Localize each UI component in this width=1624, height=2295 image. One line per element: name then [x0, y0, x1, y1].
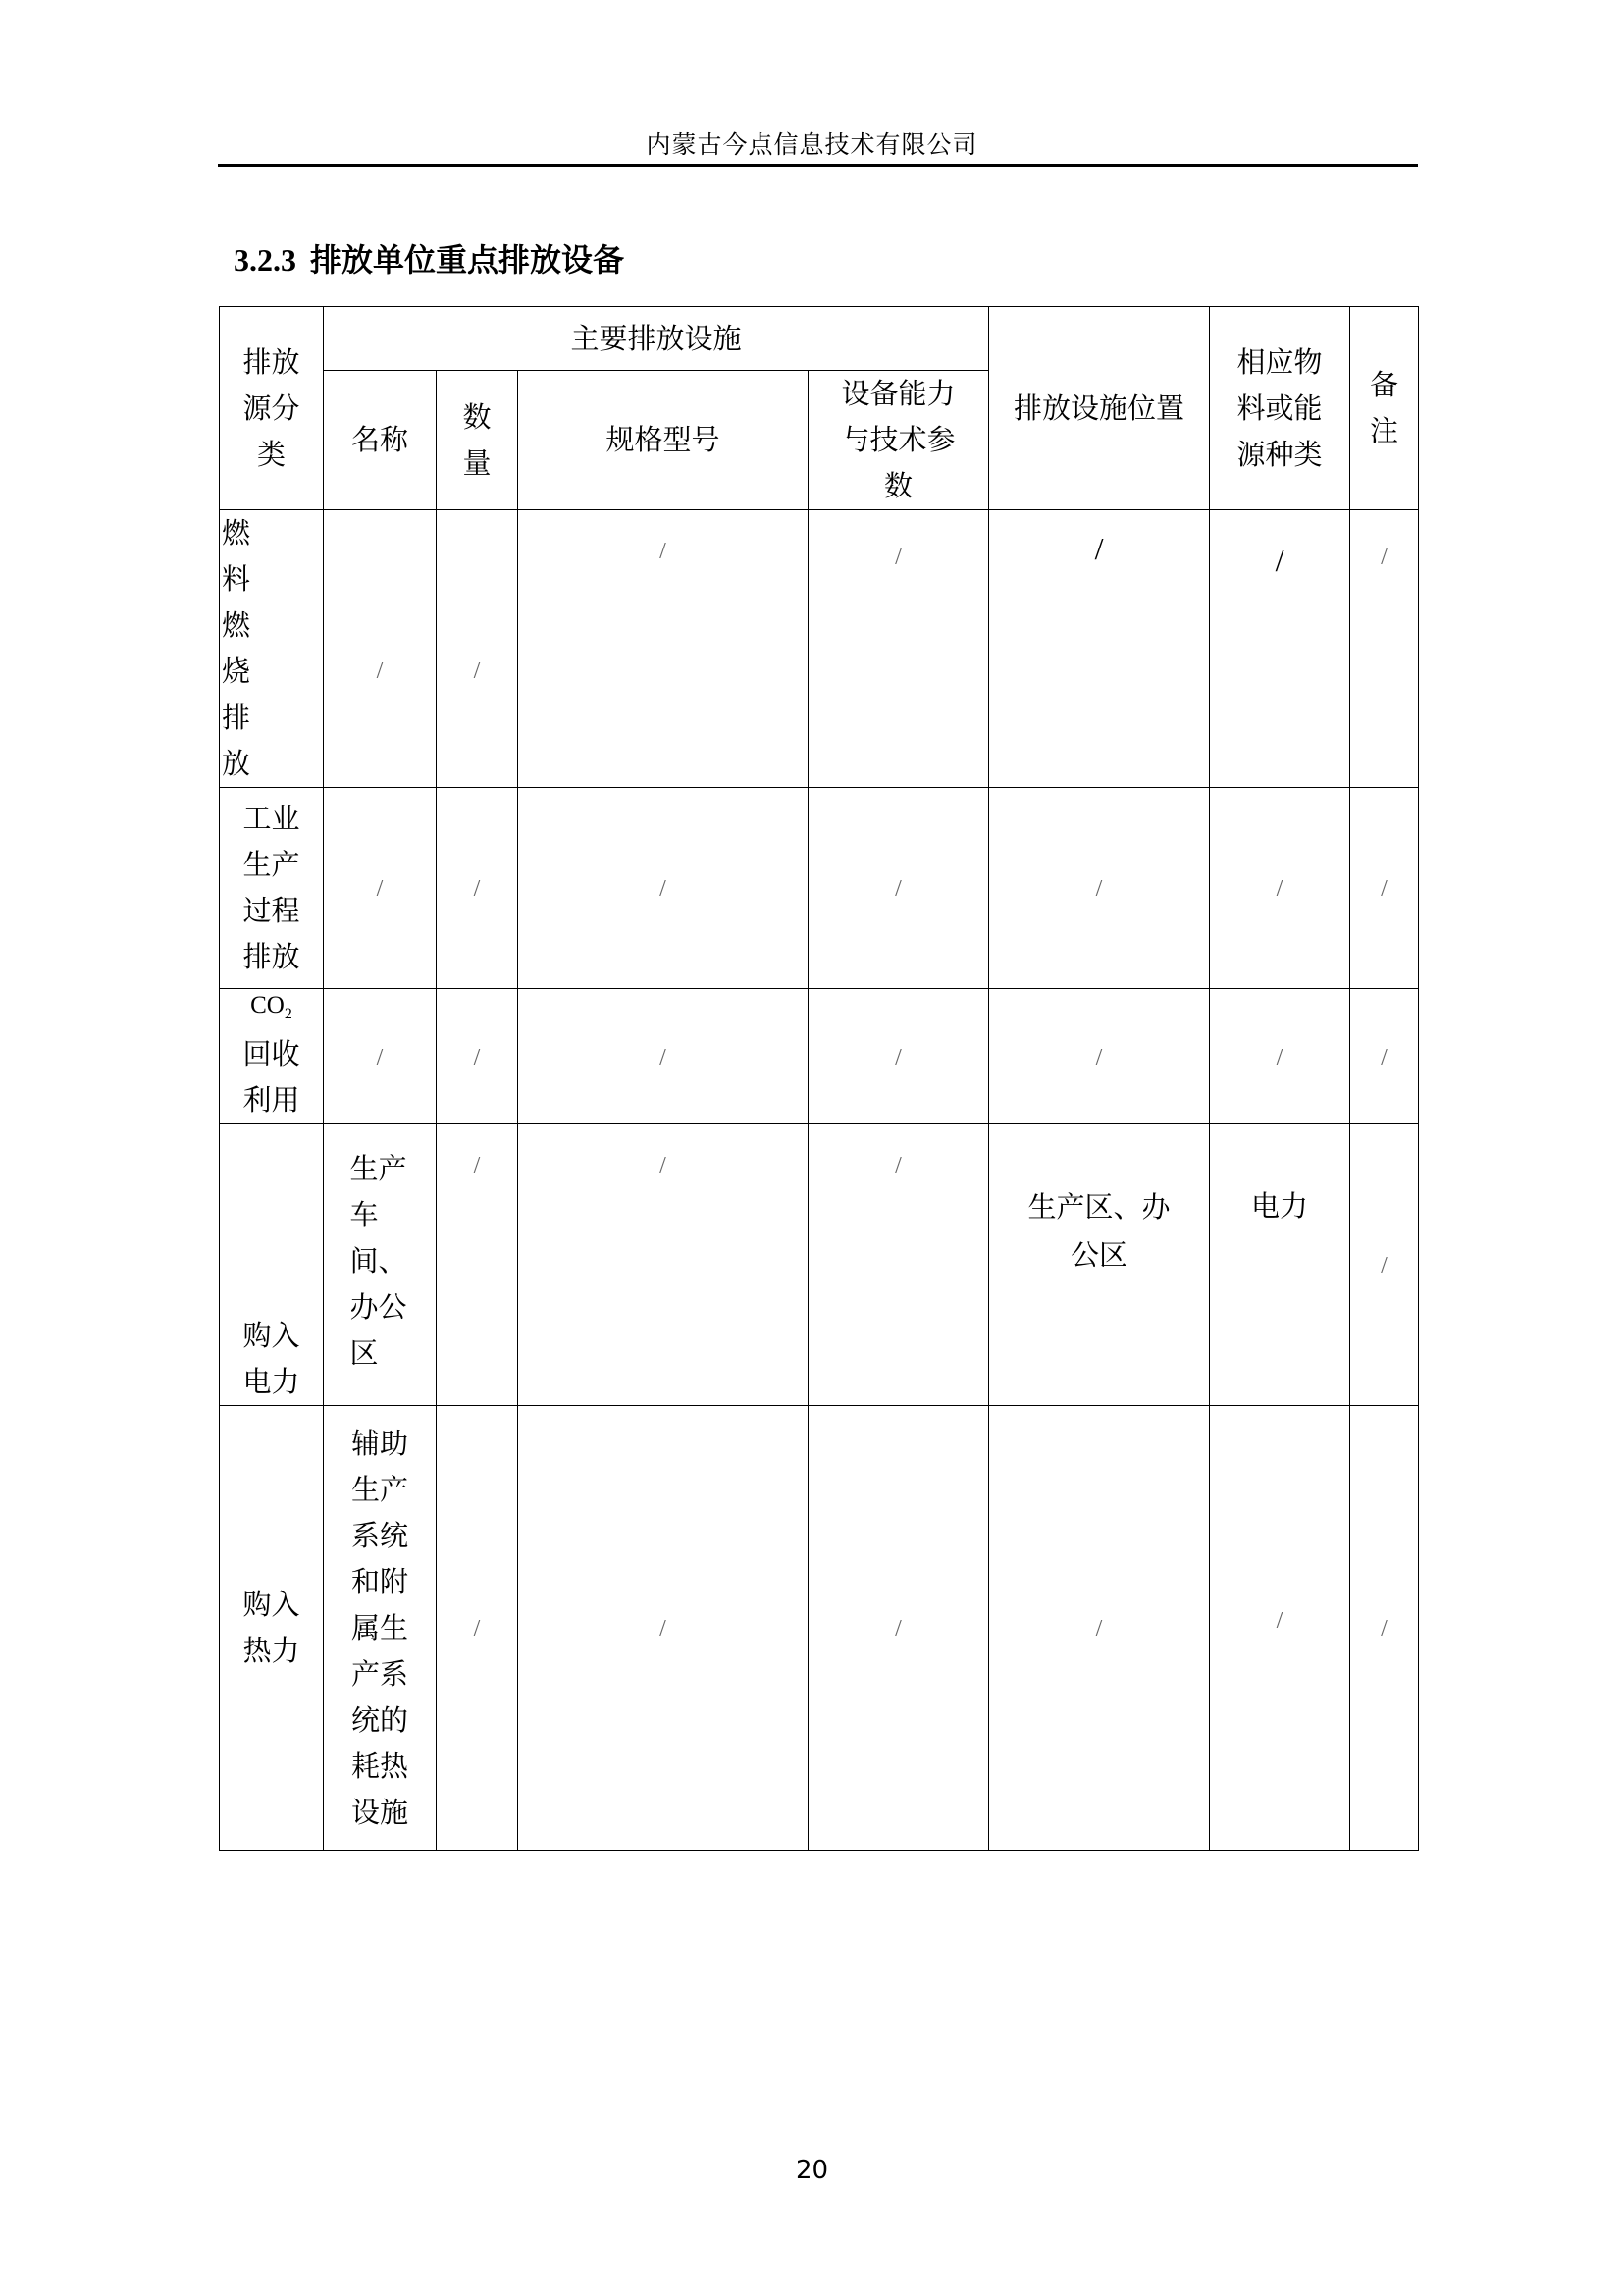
cell-category: 购入热力 [220, 1406, 324, 1851]
cell-name: / [324, 788, 437, 989]
header-location: 排放设施位置 [989, 307, 1210, 510]
header-name: 名称 [324, 371, 437, 510]
cell-capacity: / [809, 1124, 989, 1406]
cell-remarks: / [1350, 989, 1419, 1124]
header-rule [218, 164, 1418, 167]
cell-spec: / [518, 788, 809, 989]
cell-material: / [1210, 510, 1350, 788]
cell-category: 购入电力 [220, 1124, 324, 1406]
cell-location: / [989, 510, 1210, 788]
emission-equipment-table [219, 306, 1419, 1851]
cell-location: 生产区、办公区 [989, 1124, 1210, 1406]
cell-spec: / [518, 1406, 809, 1851]
header-spec-model: 规格型号 [518, 371, 809, 510]
cell-location: / [989, 788, 1210, 989]
cell-name: 生产车间、办公区 [324, 1124, 437, 1406]
cell-quantity: / [437, 788, 518, 989]
table-row [220, 788, 1419, 989]
cell-name: / [324, 510, 437, 788]
cell-category: 燃料燃烧排放 [220, 510, 324, 788]
table-row [220, 510, 1419, 788]
cell-capacity: / [809, 510, 989, 788]
cell-quantity: / [437, 1124, 518, 1406]
cell-category: $CO_2$ 回收利用 [220, 989, 324, 1124]
header-category: 排放源分类 [220, 307, 324, 510]
cell-location: / [989, 1406, 1210, 1851]
header-main-facilities: 主要排放设施 [324, 307, 989, 371]
header-capacity-params: 设备能力与技术参数 [809, 371, 989, 510]
cell-quantity: / [437, 510, 518, 788]
cell-category: 工业生产过程排放 [220, 788, 324, 989]
page-number: 20 [795, 2156, 829, 2185]
header-remarks: 备注 [1350, 307, 1419, 510]
cell-quantity: / [437, 989, 518, 1124]
table-row [220, 1124, 1419, 1406]
cell-capacity: / [809, 788, 989, 989]
section-number: 3.2.3 [234, 242, 296, 278]
section-title [234, 235, 624, 281]
cell-spec: / [518, 1124, 809, 1406]
cell-spec: / [518, 989, 809, 1124]
table-row [220, 989, 1419, 1124]
co2-label: $CO_2$ [250, 992, 292, 1022]
cell-material: / [1210, 989, 1350, 1124]
cell-location: / [989, 989, 1210, 1124]
header-quantity: 数量 [437, 371, 518, 510]
cell-material: / [1210, 1406, 1350, 1851]
cell-remarks: / [1350, 510, 1419, 788]
cell-material: / [1210, 788, 1350, 989]
cell-name: / [324, 989, 437, 1124]
table-row [220, 1406, 1419, 1851]
cell-remarks: / [1350, 1124, 1419, 1406]
cell-spec: / [518, 510, 809, 788]
cell-capacity: / [809, 989, 989, 1124]
header-company: 内蒙古今点信息技术有限公司 [646, 130, 978, 159]
header-material-energy: 相应物料或能源种类 [1210, 307, 1350, 510]
cell-capacity: / [809, 1406, 989, 1851]
cell-name: 辅助生产系统和附属生产系统的耗热设施 [324, 1406, 437, 1851]
cell-quantity: / [437, 1406, 518, 1851]
cell-material: 电力 [1210, 1124, 1350, 1406]
cell-remarks: / [1350, 788, 1419, 989]
section-heading: 排放单位重点排放设备 [310, 241, 625, 279]
cell-remarks: / [1350, 1406, 1419, 1851]
